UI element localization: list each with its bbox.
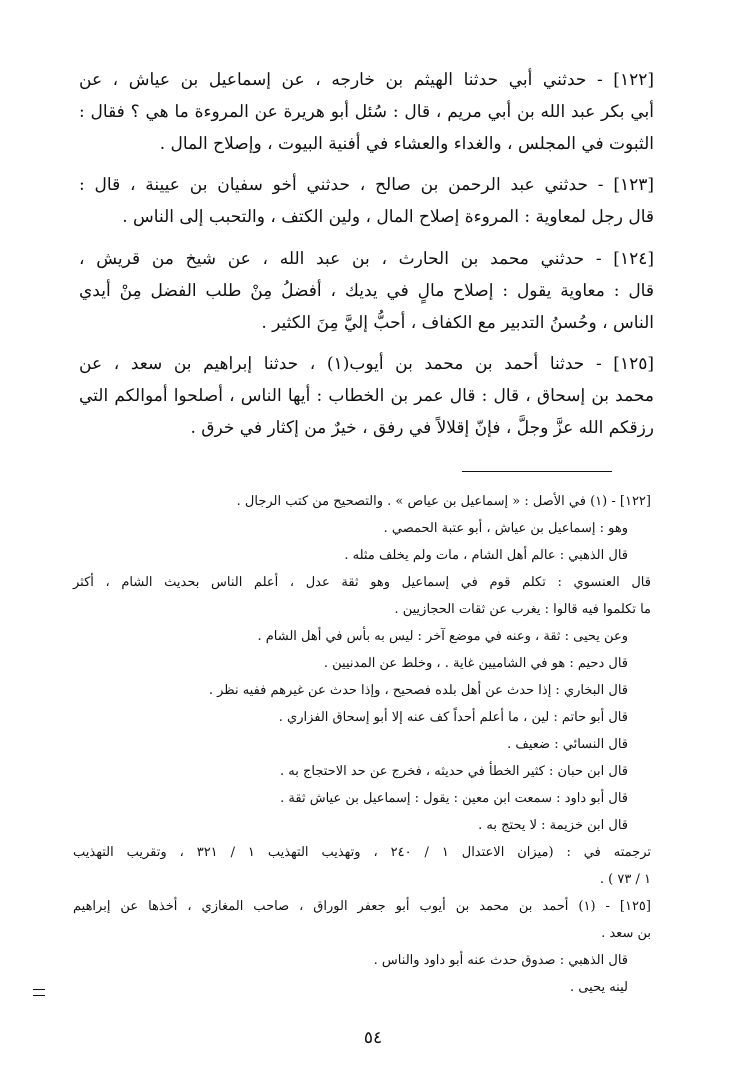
footnote-line: قال دحيم : هو في الشاميين غاية . ، وخلط عن المدنيين . <box>323 656 628 671</box>
text-line: أبي بكر عبد الله بن أبي مريم ، قال : سُئل أبو هريرة عن المروءة ما هي ؟ فقال : <box>79 102 654 122</box>
footnote-line: ما تكلموا فيه قالوا : يغرب عن ثقات الحجازيين . <box>394 602 651 617</box>
text-line: [١٢٤] - حدثني محمد بن الحارث ، بن عبد الله ، عن شيخ من قريش ، <box>79 249 654 269</box>
text-line: محمد بن إسحاق ، قال : قال عمر بن الخطاب : أيها الناس ، أصلحوا أموالكم التي <box>79 386 654 406</box>
text-line: قال رجل لمعاوية : المروءة إصلاح المال ، ولين الكتف ، والتحبب إلى الناس . <box>122 207 654 227</box>
text-line: [١٢٣] - حدثني عبد الرحمن بن صالح ، حدثني أخو سفيان بن عيينة ، قال : <box>79 175 654 195</box>
footnote-line: قال ابن حبان : كثير الخطأ في حديثه ، فخرج عن حد الاحتجاج به . <box>280 764 628 779</box>
footnote-line: وهو : إسماعيل بن عياش ، أبو عتبة الحمصي . <box>383 521 628 536</box>
footnote-line: قال أبو حاتم : لين ، ما أعلم أحداً كف عنه إلا أبو إسحاق الفزاري . <box>278 710 628 725</box>
text-line: [١٢٢] - حدثني أبي حدثنا الهيثم بن خارجه ، عن إسماعيل بن عياش ، عن <box>79 70 654 90</box>
footnote-line: قال ابن خزيمة : لا يحتج به . <box>478 818 628 833</box>
text-line: الثبوت في المجلس ، والغداء والعشاء في أفنية البيوت ، وإصلاح المال . <box>159 134 654 154</box>
page-number: ٥٤ <box>363 1028 383 1048</box>
text-line: رزقكم الله عزَّ وجلَّ ، فإنّ إقلالاً في رفق ، خيرٌ من إكثار في خرق . <box>190 418 654 438</box>
footnote-line: [١٢٥] - (١) أحمد بن محمد بن أيوب أبو جعفر الوراق ، صاحب المغازي ، أخذها عن إبراهيم <box>73 899 651 914</box>
text-line: الناس ، وحُسنُ التدبير مع الكفاف ، أحبُّ إليَّ مِنَ الكثير . <box>261 313 654 333</box>
text-line: قال : معاوية يقول : إصلاح مالٍ في يديك ، أفضلُ مِنْ طلب الفضل مِنْ أيدي <box>79 281 654 301</box>
footnote-line: قال الذهبي : صدوق حدث عنه أبو داود والناس . <box>373 953 628 968</box>
text-line: [١٢٥] - حدثنا أحمد بن محمد بن أيوب(١) ، حدثنا إبراهيم بن سعد ، عن <box>79 354 654 374</box>
footnote-line: وعن يحيى : ثقة ، وعنه في موضع آخر : ليس به بأس في أهل الشام . <box>257 629 628 644</box>
footnote-line: قال البخاري : إذا حدث عن أهل بلده فصحيح ، وإذا حدث عن غيرهم ففيه نظر . <box>208 683 628 698</box>
footnote-line: بن سعد . <box>601 926 651 941</box>
footnote-line: قال النسائي : ضعيف . <box>507 737 628 752</box>
footnote-line: قال الذهبي : عالم أهل الشام ، مات ولم يخلف مثله . <box>344 548 628 563</box>
margin-mark <box>33 989 45 996</box>
footnote-line: قال العنسوي : تكلم قوم في إسماعيل وهو ثقة عدل ، أعلم الناس بحديث الشام ، أكثر <box>73 575 651 590</box>
footnote-line: قال أبو داود : سمعت ابن معين : يقول : إسماعيل بن عياش ثقة . <box>280 791 628 806</box>
footnote-separator <box>462 471 612 472</box>
footnote-line: ١ / ٧٣ ) . <box>599 872 651 887</box>
footnote-line: [١٢٢] - (١) في الأصل : « إسماعيل بن عياص » . والتصحيح من كتب الرجال . <box>236 494 651 509</box>
footnote-line: لينه يحيى . <box>570 980 628 995</box>
footnote-line: ترجمته في : (ميزان الاعتدال ١ / ٢٤٠ ، وتهذيب التهذيب ١ / ٣٢١ ، وتقريب التهذيب <box>73 845 652 860</box>
